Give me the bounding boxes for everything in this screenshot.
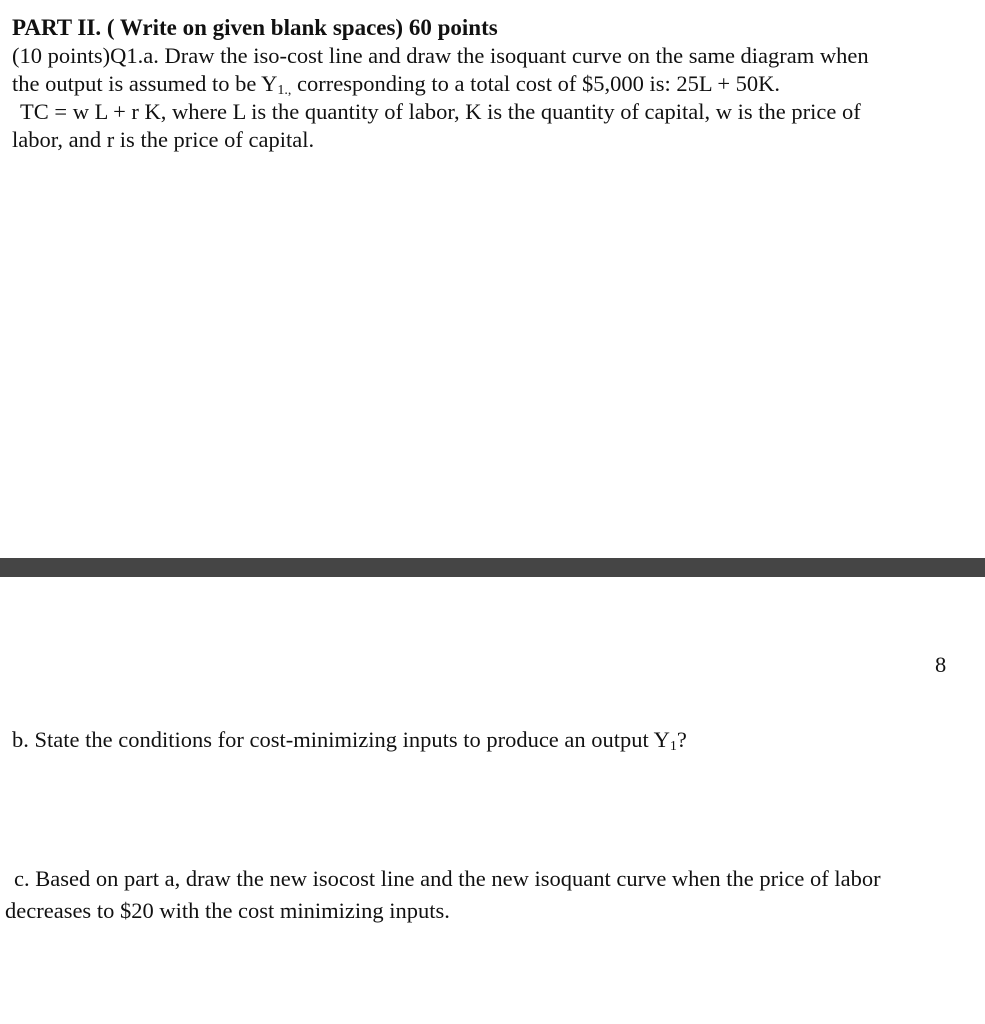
part-heading: PART II. ( Write on given blank spaces) 60 points [12,15,498,40]
q1a-line-2-start: the output is assumed to be Y [12,71,278,96]
q1b-question-mark: ? [676,727,687,752]
page-number: 8 [935,652,947,677]
q1b-subscript: 1 [669,739,677,754]
page-divider [0,558,985,577]
q1c-text-line-1: c. Based on part a, draw the new isocost line and the new isoquant curve when the price of labor [14,866,881,891]
q1a-text-line-4: labor, and r is the price of capital. [12,127,315,152]
q1a-line-2-end: corresponding to a total cost of $5,000 is: 25L + 50K. [291,71,781,96]
output-subscript: 1., [277,83,292,98]
q1b-text: b. State the conditions for cost-minimizing inputs to produce an output Y [12,727,670,752]
q1a-text-line-1: (10 points)Q1.a. Draw the iso-cost line and draw the isoquant curve on the same diagram when [12,43,869,68]
q1a-text-line-3: TC = w L + r K, where L is the quantity of labor, K is the quantity of capital, w is the price of [20,99,861,124]
q1c-text-line-2: decreases to $20 with the cost minimizing inputs. [5,898,450,923]
q1b-question [12,726,687,761]
